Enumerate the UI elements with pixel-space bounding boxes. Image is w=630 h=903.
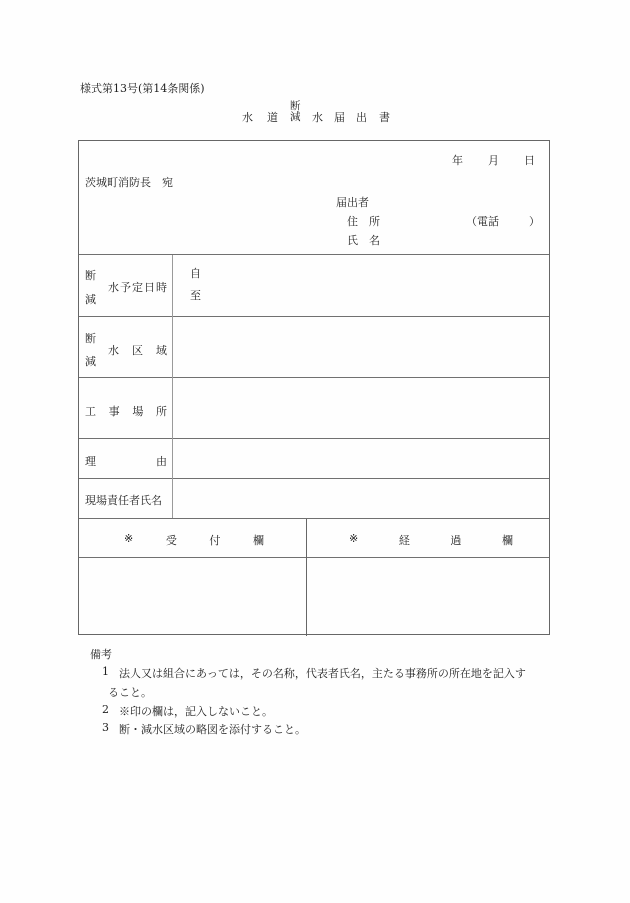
form-number-header: 様式第13号(第14条関係) (80, 82, 205, 95)
reason-field[interactable] (174, 440, 549, 477)
note-number: 3 (102, 721, 109, 734)
form-table (78, 140, 550, 635)
label-char: 欄 (502, 534, 513, 547)
label-char: 由 (156, 455, 167, 468)
row-label-stack-top: 断 (85, 269, 96, 282)
label-char: ※ (349, 532, 359, 545)
to-label: 至 (190, 289, 201, 302)
label-char: 事 (108, 405, 120, 418)
note-text: ※印の欄は，記入しないこと。 (119, 705, 273, 718)
phone-label: （電話 (466, 215, 499, 228)
date-month-label: 月 (488, 154, 499, 167)
applicant-label: 届出者 (336, 196, 369, 209)
office-column-divider (306, 519, 307, 636)
label-char: 過 (450, 534, 462, 547)
divider (79, 438, 549, 439)
divider (79, 316, 549, 317)
note-text: 法人又は組合にあっては，その名称，代表者氏名，主たる事務所の所在地を記入す (119, 667, 526, 680)
reception-column-header (124, 532, 264, 548)
row-label-site-manager: 現場責任者氏名 (85, 494, 162, 507)
title-char: 出 (356, 111, 367, 124)
site-manager-field[interactable] (174, 480, 549, 517)
label-char: 場 (132, 405, 144, 418)
title-stacked-top: 断 (290, 100, 301, 112)
schedule-field[interactable] (174, 256, 549, 315)
date-day-label: 日 (524, 154, 535, 167)
title-char: 水 (312, 111, 323, 124)
title-char: 書 (379, 111, 390, 124)
row-label-stack-bottom: 減 (85, 355, 96, 368)
row-label-area (108, 342, 167, 358)
title-char: 道 (267, 111, 278, 124)
title-char: 水 (242, 111, 253, 124)
note-text-continued: ること。 (108, 686, 152, 699)
label-char: 工 (85, 405, 96, 418)
note-number: 1 (102, 665, 109, 678)
title-stacked-bottom: 減 (290, 111, 301, 123)
from-label: 自 (190, 267, 201, 280)
notes-heading: 備考 (90, 648, 112, 661)
label-char: 所 (155, 405, 167, 418)
addressee: 茨城町消防長 宛 (85, 176, 173, 189)
area-field[interactable] (174, 318, 549, 376)
progress-field (308, 559, 549, 634)
label-char: 域 (156, 344, 167, 357)
divider (79, 518, 549, 519)
note-text: 断・減水区域の略図を添付すること。 (119, 723, 306, 736)
label-char: ※ (124, 532, 134, 545)
label-char: 付 (209, 534, 221, 547)
divider (79, 377, 549, 378)
row-label-schedule: 水予定日時 (108, 281, 168, 294)
address-label: 住 所 (347, 215, 380, 228)
label-char: 受 (165, 534, 177, 547)
work-site-field[interactable] (174, 379, 549, 437)
row-label-work-site (85, 403, 167, 419)
divider (79, 478, 549, 479)
row-label-reason (85, 453, 167, 469)
date-year-label: 年 (452, 154, 463, 167)
title-stacked (290, 101, 301, 123)
progress-column-header (349, 532, 513, 548)
phone-close: ） (529, 215, 540, 228)
divider (79, 254, 549, 255)
label-char: 区 (132, 344, 143, 357)
row-label-stack-top: 断 (85, 332, 96, 345)
label-char: 経 (398, 534, 410, 547)
row-label-stack-bottom: 減 (85, 293, 96, 306)
name-label: 氏 名 (347, 234, 380, 247)
divider (79, 557, 549, 558)
label-char: 欄 (253, 534, 264, 547)
label-column-divider (172, 255, 173, 518)
note-number: 2 (102, 703, 109, 716)
title-char: 届 (334, 111, 345, 124)
reception-field (79, 559, 305, 634)
label-char: 理 (85, 455, 96, 468)
label-char: 水 (108, 344, 119, 357)
